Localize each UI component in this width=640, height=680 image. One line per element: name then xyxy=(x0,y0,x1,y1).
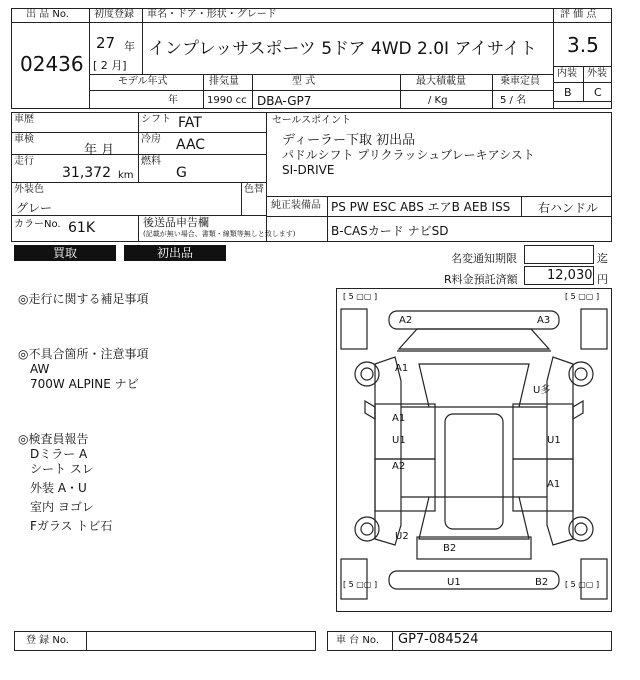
car-diagram-svg xyxy=(337,289,611,611)
divider xyxy=(203,74,204,109)
max-load-value: / Kg xyxy=(428,95,448,106)
divider xyxy=(553,8,554,109)
post-report-label: 後送品申告欄 xyxy=(143,216,209,229)
reg-month: [ 2 月] xyxy=(93,59,127,72)
divider xyxy=(266,196,612,197)
front-bumper-shape xyxy=(389,311,559,329)
damage-mark: U1 xyxy=(392,435,406,446)
divider xyxy=(392,631,393,651)
inspection-value: 年 月 xyxy=(84,143,115,158)
interior-grade: B xyxy=(564,86,572,99)
capacity-value: 5 / 名 xyxy=(500,95,527,106)
car-title: インプレッサスポーツ 5ドア 4WD 2.0I アイサイト xyxy=(148,39,537,59)
divider xyxy=(241,182,242,215)
driving-title: ◎走行に関する補足事項 xyxy=(18,292,149,306)
damage-mark: A1 xyxy=(547,479,561,490)
fuel-label: 燃料 xyxy=(141,156,161,167)
lot-no-value: 02436 xyxy=(20,52,84,76)
divider xyxy=(583,66,584,101)
buy-tag: 買取 xyxy=(14,245,116,261)
car-title-label: 車名・ドア・形状・グレード xyxy=(147,9,277,20)
history-label: 車歴 xyxy=(14,114,34,125)
inspection-label: 車検 xyxy=(14,134,34,145)
model-year-label: モデル年式 xyxy=(118,76,168,87)
divider xyxy=(266,216,612,217)
damage-mark: A2 xyxy=(392,461,406,472)
reg-year-label: 初度登録 xyxy=(94,9,134,20)
damage-mark: B2 xyxy=(535,577,549,588)
divider xyxy=(252,74,253,109)
fuel-value: G xyxy=(176,165,187,181)
rating-label: 評 価 点 xyxy=(560,9,597,20)
inspector-item: 室内 ヨゴレ xyxy=(30,500,94,514)
divider xyxy=(400,74,401,109)
mileage-label: 走行 xyxy=(14,156,34,167)
chassis-label: 車 台 No. xyxy=(336,635,379,646)
left-body-shape xyxy=(375,357,401,545)
displacement-value: 1990 cc xyxy=(207,95,247,106)
chassis-value: GP7-084524 xyxy=(398,632,479,647)
corner-label: [ 5 ▢▢ ] xyxy=(343,580,378,589)
notice-label: 名変通知期限 xyxy=(451,252,517,265)
damage-mark: A2 xyxy=(399,315,413,326)
divider xyxy=(142,8,143,74)
type-label: 型 式 xyxy=(292,76,316,87)
right-rear-door-shape xyxy=(513,459,573,511)
divider xyxy=(89,22,553,23)
rating-value: 3.5 xyxy=(567,33,599,57)
windshield-shape xyxy=(419,364,529,407)
defect-item: 700W ALPINE ナビ xyxy=(30,377,139,391)
post-report-note: (記載が無い場合、書類・線類等無しと致します) xyxy=(143,230,296,238)
hood-shape xyxy=(399,329,549,349)
right-body-shape xyxy=(547,357,573,545)
exterior-grade: C xyxy=(594,86,602,99)
divider xyxy=(138,112,139,182)
inspector-item: 外装 A・U xyxy=(30,481,87,495)
corner-label: [ 5 ▢▢ ] xyxy=(565,580,600,589)
divider xyxy=(89,74,553,75)
divider xyxy=(492,74,493,109)
divider xyxy=(11,132,266,133)
ac-value: AAC xyxy=(176,137,206,153)
reg-year-value: 27 xyxy=(96,34,116,52)
divider xyxy=(138,215,139,242)
divider xyxy=(11,22,90,23)
mileage-unit: km xyxy=(118,170,134,181)
rear-bumper-shape xyxy=(389,571,559,589)
capacity-label: 乗車定員 xyxy=(500,76,540,87)
color-no-label: カラーNo. xyxy=(14,219,61,230)
divider xyxy=(266,112,267,242)
recycle-unit: 円 xyxy=(597,273,608,286)
damage-mark: A1 xyxy=(392,413,406,424)
sales-point-3: SI-DRIVE xyxy=(282,163,335,177)
divider xyxy=(89,90,553,91)
post-items-value: B-CASカード ナビSD xyxy=(331,224,449,238)
shift-value: FAT xyxy=(178,115,202,131)
divider xyxy=(11,154,266,155)
color-no-value: 61K xyxy=(68,220,95,236)
notice-value-box xyxy=(524,245,594,264)
inspector-title: ◎検査員報告 xyxy=(18,432,89,446)
ac-label: 冷房 xyxy=(141,134,161,145)
first-listing-tag: 初出品 xyxy=(124,245,226,261)
damage-mark: U1 xyxy=(547,435,561,446)
displacement-label: 排気量 xyxy=(209,76,239,87)
type-value: DBA-GP7 xyxy=(257,94,312,108)
damage-mark: U1 xyxy=(447,577,461,588)
divider xyxy=(327,196,328,242)
divider xyxy=(89,8,90,109)
defect-item: AW xyxy=(30,362,50,376)
damage-mark: U2 xyxy=(395,531,409,542)
outer-color-value: グレー xyxy=(16,201,53,215)
damage-mark: A1 xyxy=(395,363,409,374)
reg-no-label: 登 録 No. xyxy=(26,635,69,646)
shift-label: シフト xyxy=(141,114,171,125)
notice-unit: 迄 xyxy=(597,252,608,265)
divider xyxy=(553,101,612,102)
mileage-value: 31,372 xyxy=(62,165,111,181)
recycle-value: 12,030 xyxy=(547,268,593,283)
car-diagram xyxy=(336,288,612,612)
handle-value: 右ハンドル xyxy=(538,201,599,215)
equipment-value: PS PW ESC ABS エアB AEB ISS xyxy=(331,200,511,214)
damage-mark: A3 xyxy=(537,315,551,326)
defects-title: ◎不具合箇所・注意事項 xyxy=(18,347,149,361)
rear-gate-shape xyxy=(417,537,531,559)
model-year-value: 年 xyxy=(168,95,178,106)
recycle-label: R料金預託済額 xyxy=(444,273,518,286)
corner-label: [ 5 ▢▢ ] xyxy=(565,292,600,301)
lot-no-label: 出 品 No. xyxy=(26,9,69,20)
sales-label: セールスポイント xyxy=(272,115,352,126)
outer-color-label: 外装色 xyxy=(14,184,44,195)
sales-point-2: パドルシフト プリクラッシュブレーキアシスト xyxy=(282,148,535,162)
divider xyxy=(521,196,522,216)
reg-year-unit: 年 xyxy=(124,40,135,53)
inspector-item: Dミラー A xyxy=(30,447,88,461)
damage-mark: B2 xyxy=(443,543,457,554)
max-load-label: 最大積載量 xyxy=(416,76,466,87)
divider xyxy=(11,182,266,183)
color-change-label: 色替 xyxy=(244,184,264,195)
divider xyxy=(86,631,87,651)
damage-mark: U多 xyxy=(533,385,551,396)
inspector-item: シート スレ xyxy=(30,462,94,476)
right-front-door-shape xyxy=(513,404,573,459)
sales-point-1: ディーラー下取 初出品 xyxy=(282,133,416,148)
interior-label: 内装 xyxy=(557,68,577,79)
equipment-label: 純正装備品 xyxy=(271,200,321,211)
exterior-label: 外装 xyxy=(587,68,607,79)
inspector-item: Fガラス トビ石 xyxy=(30,519,113,533)
roof-shape xyxy=(445,414,503,529)
divider xyxy=(553,22,612,23)
corner-label: [ 5 ▢▢ ] xyxy=(343,292,378,301)
